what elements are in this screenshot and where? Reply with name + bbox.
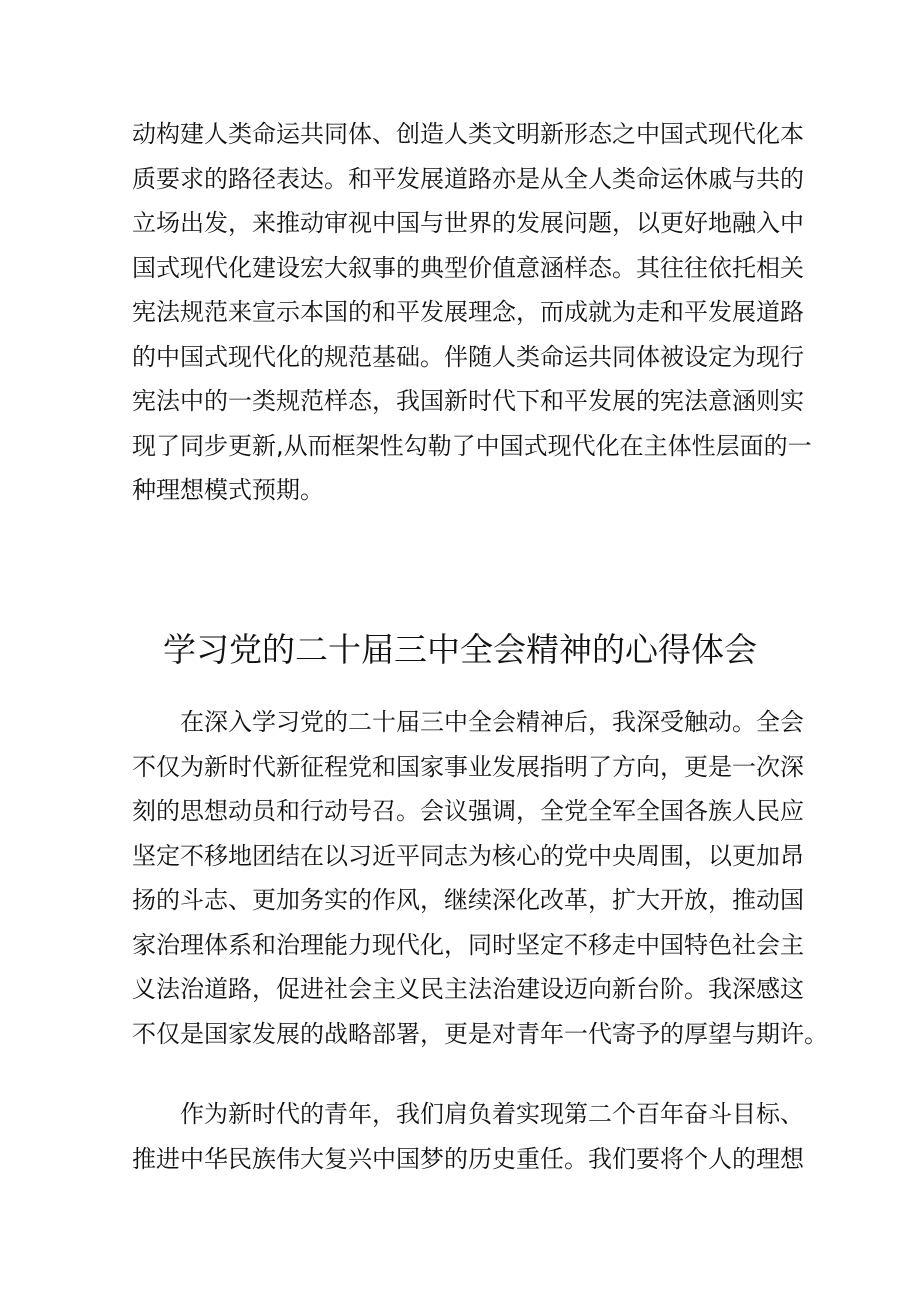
paragraph-line: 推进中华民族伟大复兴中国梦的历史重任。我们要将个人的理想 xyxy=(132,1144,804,1173)
paragraph-line: 在深入学习党的二十届三中全会精神后，我深受触动。全会 xyxy=(180,708,804,736)
paragraph-line: 不仅是国家发展的战略部署，更是对青年一代寄予的厚望与期许。 xyxy=(132,1019,828,1048)
paragraph-line: 义法治道路，促进社会主义民主法治建设迈向新台阶。我深感这 xyxy=(132,975,804,1003)
paragraph-line: 质要求的路径表达。和平发展道路亦是从全人类命运休戚与共的 xyxy=(132,164,804,193)
paragraph-line: 种理想模式预期。 xyxy=(132,476,324,504)
paragraph-line: 宪法规范来宣示本国的和平发展理念，而成就为走和平发展道路 xyxy=(132,298,804,326)
paragraph-line: 家治理体系和治理能力现代化，同时坚定不移走中国特色社会主 xyxy=(132,930,804,959)
paragraph-line: 立场出发，来推动审视中国与世界的发展问题，以更好地融入中 xyxy=(132,209,804,237)
paragraph-line: 的中国式现代化的规范基础。伴随人类命运共同体被设定为现行 xyxy=(132,342,804,371)
paragraph-line: 国式现代化建设宏大叙事的典型价值意涵样态。其往往依托相关 xyxy=(132,253,804,282)
paragraph-line: 宪法中的一类规范样态，我国新时代下和平发展的宪法意涵则实 xyxy=(132,387,804,415)
paragraph-top xyxy=(132,112,812,513)
document-title: 学习党的二十届三中全会精神的心得体会 xyxy=(163,630,757,670)
paragraph-line: 扬的斗志、更加务实的作风，继续深化改革，扩大开放，推动国 xyxy=(132,886,804,914)
paragraph-line: 坚定不移地团结在以习近平同志为核心的党中央周围，以更加昂 xyxy=(132,841,804,870)
paragraph-b xyxy=(132,1092,804,1181)
paragraph-line: 动构建人类命运共同体、创造人类文明新形态之中国式现代化本 xyxy=(132,120,804,148)
paragraph-line: 现了同步更新,从而框架性勾勒了中国式现代化在主体性层面的一 xyxy=(132,431,812,460)
paragraph-line: 不仅为新时代新征程党和国家事业发展指明了方向，更是一次深 xyxy=(132,752,804,781)
paragraph-a xyxy=(132,700,828,1056)
paragraph-line: 刻的思想动员和行动号召。会议强调，全党全军全国各族人民应 xyxy=(132,797,804,825)
paragraph-line: 作为新时代的青年，我们肩负着实现第二个百年奋斗目标、 xyxy=(180,1100,804,1128)
